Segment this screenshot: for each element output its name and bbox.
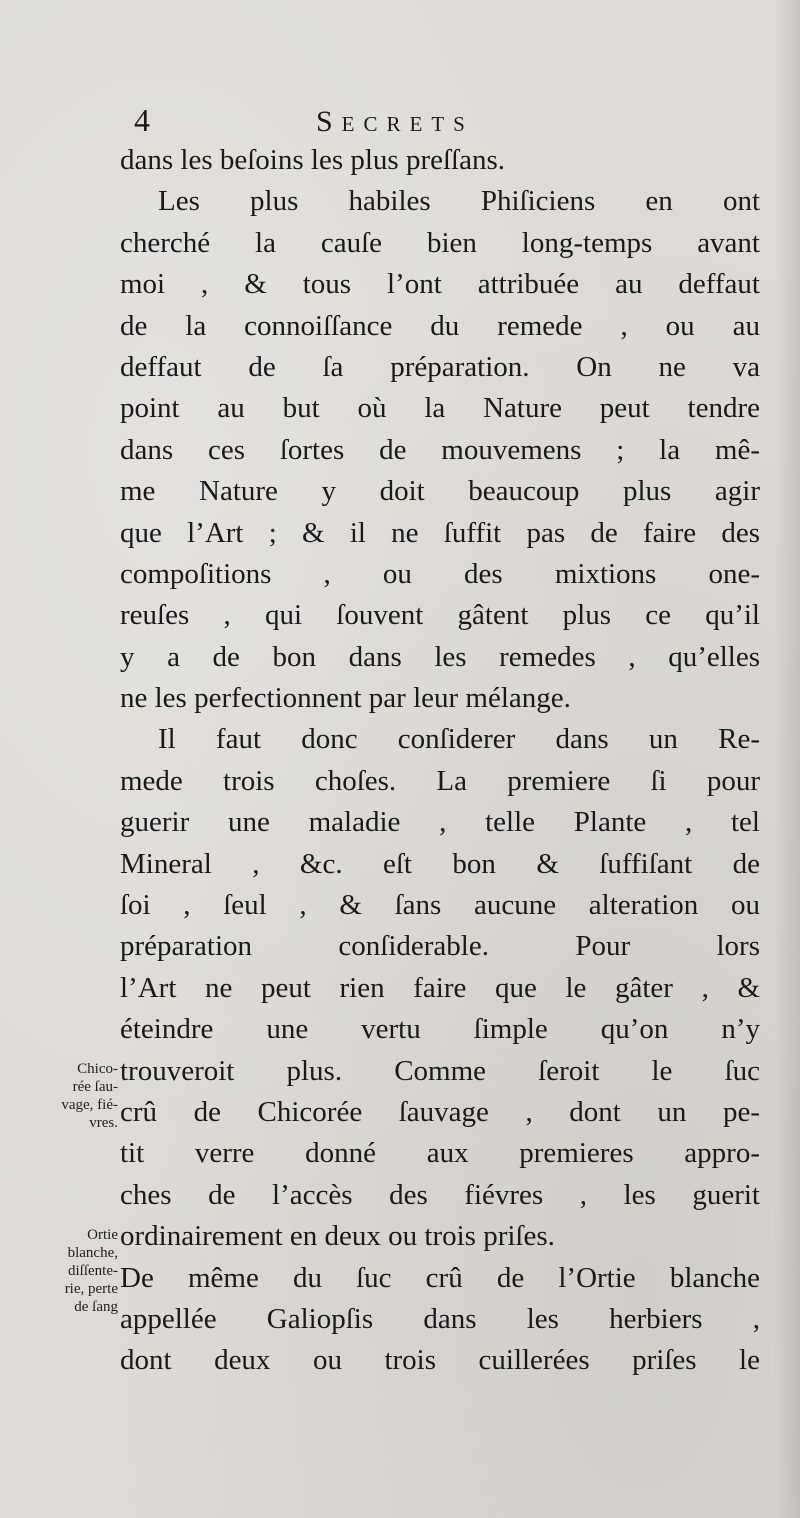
text-line: De même du ſuc crû de l’Ortie blanche <box>120 1261 760 1294</box>
margin-note-line: blanche, <box>67 1245 118 1261</box>
text-line: dans ces ſortes de mouvemens ; la mê- <box>120 433 760 466</box>
text-line: crû de Chicorée ſauvage , dont un pe- <box>120 1095 760 1128</box>
text-line: Il faut donc conſiderer dans un Re- <box>158 723 760 756</box>
text-line: mede trois choſes. La premiere ſi pour <box>120 764 760 797</box>
text-line: préparation conſiderable. Pour lors <box>120 930 760 963</box>
text-line: guerir une maladie , telle Plante , tel <box>120 806 760 839</box>
text-line: y a de bon dans les remedes , qu’elles <box>120 640 760 673</box>
text-line: deffaut de ſa préparation. On ne va <box>120 350 760 383</box>
text-line: me Nature y doit beaucoup plus agir <box>120 475 760 508</box>
text-line: ches de l’accès des fiévres , les guerit <box>120 1178 760 1211</box>
text-line: trouveroit plus. Comme ſeroit le ſuc <box>120 1054 760 1087</box>
margin-note-line: vres. <box>89 1115 118 1131</box>
margin-note-line: rée ſau- <box>72 1079 118 1095</box>
margin-note-ortie <box>44 1226 118 1316</box>
text-line: reuſes , qui ſouvent gâtent plus ce qu’il <box>120 599 760 632</box>
margin-note-line: de ſang <box>74 1299 118 1315</box>
page-number: 4 <box>134 102 150 138</box>
page-edge-shadow <box>774 0 800 1518</box>
margin-note-line: diſſente- <box>68 1263 118 1279</box>
text-line: compoſitions , ou des mixtions one- <box>120 557 760 590</box>
margin-note-line: vage, fié- <box>61 1097 118 1113</box>
text-line: Les plus habiles Phiſiciens en ont <box>158 185 760 218</box>
text-line: de la connoiſſance du remede , ou au <box>120 309 760 342</box>
text-line: ordinairement en deux ou trois priſes. <box>120 1220 555 1253</box>
text-line: dont deux ou trois cuillerées priſes le <box>120 1344 760 1377</box>
text-line: ne les perfectionnent par leur mélange. <box>120 682 571 715</box>
text-line: point au but où la Nature peut tendre <box>120 392 760 425</box>
text-line: appellée Galiopſis dans les herbiers , <box>120 1302 760 1335</box>
text-line: tit verre donné aux premieres appro- <box>120 1137 760 1170</box>
text-line: moi , & tous l’ont attribuée au deffaut <box>120 268 760 301</box>
margin-note-line: rie, perte <box>64 1281 118 1297</box>
text-line: dans les beſoins les plus preſſans. <box>120 144 506 176</box>
text-line: que l’Art ; & il ne ſuffit pas de faire des <box>120 516 760 549</box>
text-line: Mineral , &c. eſt bon & ſuffiſant de <box>120 847 760 880</box>
running-head-title: Secrets <box>316 105 474 138</box>
text-line: cherché la cauſe bien long-temps avant <box>120 226 760 259</box>
margin-note-line: Ortie <box>87 1227 118 1243</box>
text-line: l’Art ne peut rien faire que le gâter , & <box>120 971 760 1004</box>
margin-note-line: Chico- <box>77 1061 118 1077</box>
margin-note-chicoree <box>44 1060 118 1132</box>
text-line: ſoi , ſeul , & ſans aucune alteration ou <box>120 889 760 922</box>
running-head <box>130 100 630 144</box>
body-text <box>120 140 760 1382</box>
text-line: éteindre une vertu ſimple qu’on n’y <box>120 1013 760 1046</box>
